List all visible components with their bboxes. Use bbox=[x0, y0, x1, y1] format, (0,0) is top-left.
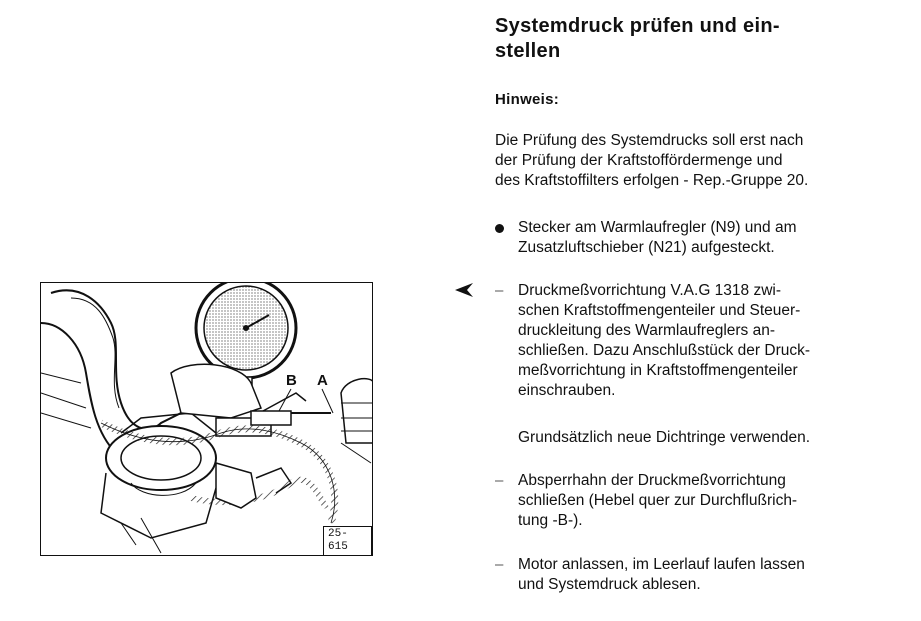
dash-marker: – bbox=[495, 282, 504, 299]
dash-marker: – bbox=[495, 472, 504, 489]
note-heading: Hinweis: bbox=[495, 91, 560, 108]
page-title: Systemdruck prüfen und ein- stellen bbox=[495, 15, 780, 62]
engine-gauge-illustration bbox=[41, 283, 373, 556]
list-item-text: Grundsätzlich neue Dichtringe verwenden. bbox=[518, 429, 811, 446]
label-b: B bbox=[286, 372, 297, 389]
label-a: A bbox=[317, 372, 328, 389]
bullet-dot-icon bbox=[495, 218, 513, 239]
dash-marker: – bbox=[495, 556, 504, 573]
figure-id: 25-615 bbox=[323, 526, 372, 556]
note-paragraph: Die Prüfung des Systemdrucks soll erst nach der Prüfung der Kraftstoffördermenge und des Kraftstoffilters erfolgen - Rep.-Gruppe 20. bbox=[495, 132, 809, 189]
list-item-text: Stecker am Warmlaufregler (N9) und am Zusatzluftschieber (N21) aufgesteckt. bbox=[518, 219, 797, 256]
list-item-text: Motor anlassen, im Leerlauf laufen lassen und Systemdruck ablesen. bbox=[518, 556, 805, 593]
illustration-figure bbox=[40, 282, 373, 556]
list-item-text: Druckmeßvorrichtung V.A.G 1318 zwi- schen Kraftstoffmengenteiler und Steuer- druckleitung des Warmlaufreglers an- schließen. Dazu Anschlußstück der Druck- meßvorrichtung in Kraftstoffmengenteiler einschrauben. bbox=[518, 282, 811, 399]
warmup-regulator-icon bbox=[341, 379, 373, 463]
list-item-text: Absperrhahn der Druckmeßvorrichtung schließen (Hebel quer zur Durchflußrich- tung -B-). bbox=[518, 472, 798, 529]
pointer-arrow-icon bbox=[455, 283, 473, 301]
hose-line-icon bbox=[191, 480, 326, 508]
